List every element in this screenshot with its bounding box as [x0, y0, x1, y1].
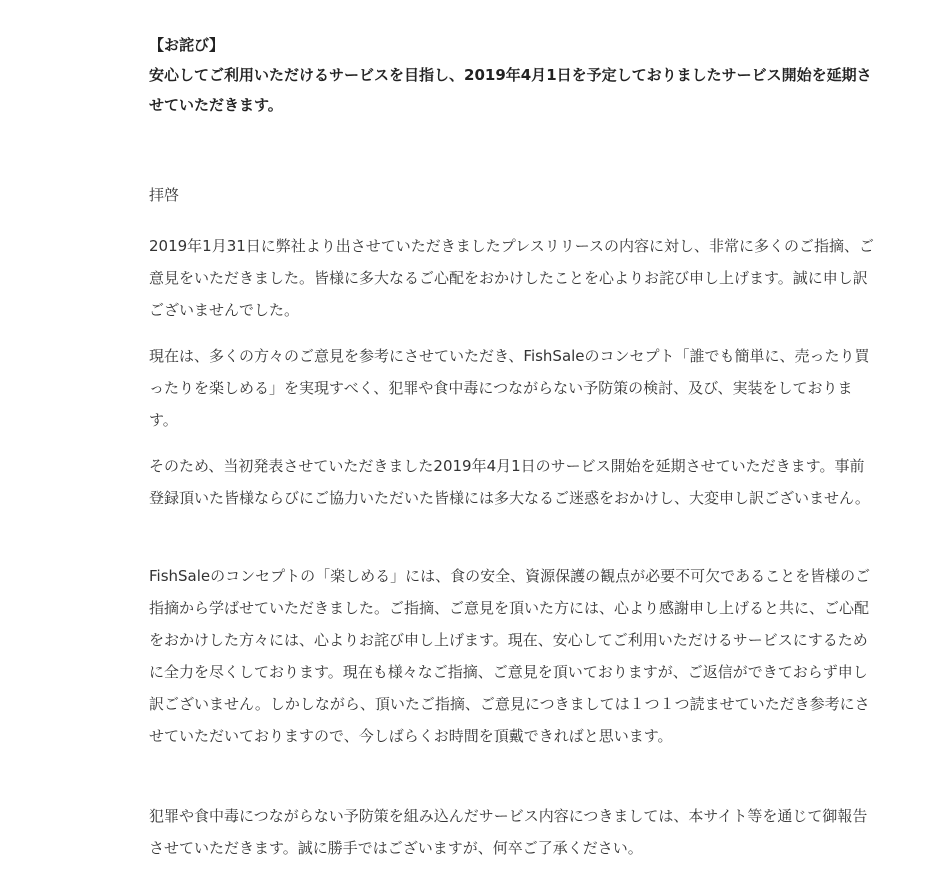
notice-heading: 【お詫び】 — [149, 36, 225, 54]
paragraph-future-report: 犯罪や食中毒につながらない予防策を組み込んだサービス内容につきましては、本サイト等を通じて御報告させていただきます。誠に勝手ではございますが、何卒ご了承ください。 — [149, 807, 868, 857]
paragraph-apology: 2019年1月31日に弊社より出させていただきましたプレスリリースの内容に対し、非常に多くのご指摘、ご意見をいただきました。皆様に多大なるご心配をおかけしたことを心よりお詫び申し上げます。誠に申し訳ございませんでした。 — [149, 237, 875, 319]
paragraph-postponement: そのため、当初発表させていただきました2019年4月1日のサービス開始を延期させていただきます。事前登録頂いた皆様ならびにご協力いただいた皆様には多大なるご迷惑をおかけし、大変申し訳ございません。 — [149, 457, 870, 507]
greeting: 拝啓 — [149, 186, 180, 204]
article-content — [149, 30, 879, 857]
apology-notice — [149, 30, 879, 120]
notice-body: 安心してご利用いただけるサービスを目指し、2019年4月1日を予定しておりましたサービス開始を延期させていただきます。 — [149, 66, 872, 114]
paragraph-concept: FishSaleのコンセプトの「楽しめる」には、食の安全、資源保護の観点が必要不可欠であることを皆様のご指摘から学ばせていただきました。ご指摘、ご意見を頂いた方には、心より感謝申し上げると共に、ご心配をおかけした方々には、心よりお詫び申し上げます。現在、安心してご利用いただけるサービスにするために全力を尽くしております。現在も様々なご指摘、ご意見を頂いておりますが、ご返信ができておらず申し訳ございません。しかしながら、頂いたご指摘、ご意見につきましては１つ１つ読ませていただき参考にさせていただいておりますので、今しばらくお時間を頂戴できればと思います。 — [149, 567, 871, 745]
paragraph-current-status: 現在は、多くの方々のご意見を参考にさせていただき、FishSaleのコンセプト「誰でも簡単に、売ったり買ったりを楽しめる」を実現すべく、犯罪や食中毒につながらない予防策の検討、及び、実装をしております。 — [149, 347, 870, 429]
